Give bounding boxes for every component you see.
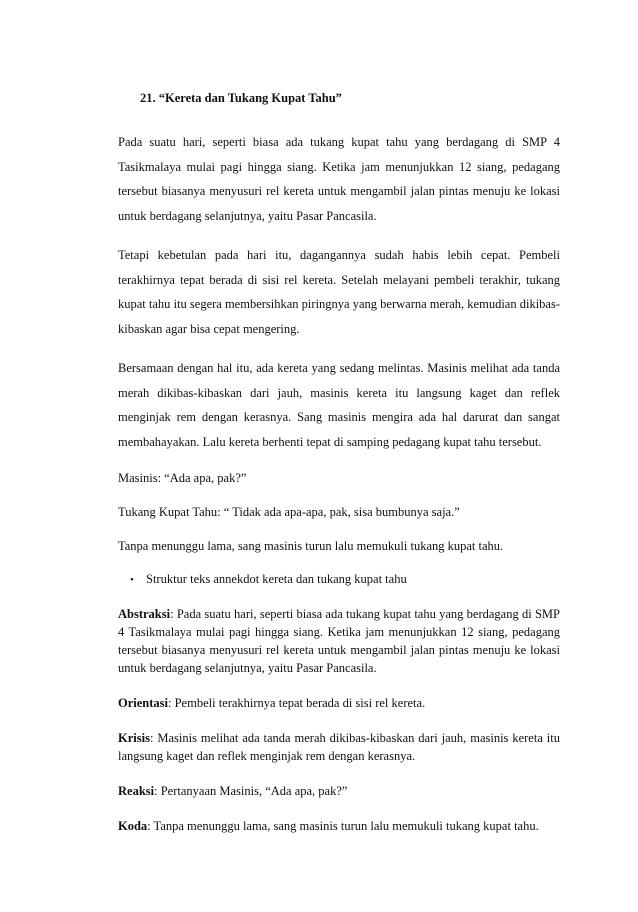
structure-label: Abstraksi — [118, 607, 171, 621]
structure-text: : Tanpa menunggu lama, sang masinis turun lalu memukuli tukang kupat tahu. — [147, 819, 539, 833]
dialogue-line: Tanpa menunggu lama, sang masinis turun lalu memukuli tukang kupat tahu. — [118, 539, 504, 553]
bullet-icon: • — [130, 574, 134, 586]
structure-label: Reaksi — [118, 784, 155, 798]
structure-text: : Masinis melihat ada tanda merah dikibas-kibaskan dari jauh, masinis kereta itu langsung kaget dan reflek menginjak rem dengan kerasnya. — [118, 731, 560, 763]
structure-reaksi — [118, 782, 560, 800]
structure-krisis — [118, 729, 560, 765]
structure-abstraksi — [118, 605, 560, 677]
bullet-text: Struktur teks annekdot kereta dan tukang kupat tahu — [146, 572, 407, 586]
structure-label: Koda — [118, 819, 148, 833]
structure-text: : Pada suatu hari, seperti biasa ada tukang kupat tahu yang berdagang di SMP 4 Tasikmalaya mulai pagi hingga siang. Ketika jam menunjukkan 12 siang, pedagang tersebut biasanya menyusuri rel kereta untuk mengambil jalan pintas menuju ke lokasi untuk berdagang selanjutnya, yaitu Pasar Pancasila. — [118, 607, 560, 675]
dialogue-line: Masinis: “Ada apa, pak?” — [118, 471, 247, 485]
structure-text: : Pembeli terakhirnya tepat berada di sisi rel kereta. — [168, 696, 426, 710]
story-paragraph: Tetapi kebetulan pada hari itu, dagangannya sudah habis lebih cepat. Pembeli terakhirnya tepat berada di sisi rel kereta. Setelah melayani pembeli terakhir, tukang kupat tahu itu segera membersihkan piringnya yang berwarna merah, kemudian dikibas-kibaskan agar bisa cepat mengering. — [118, 248, 560, 336]
structure-label: Orientasi — [118, 696, 168, 710]
structure-orientasi — [118, 694, 560, 712]
structure-label: Krisis — [118, 731, 150, 745]
document-page — [118, 90, 560, 852]
story-paragraph: Bersamaan dengan hal itu, ada kereta yang sedang melintas. Masinis melihat ada tanda merah dikibas-kibaskan dari jauh, masinis kereta itu langsung kaget dan reflek menginjak rem dengan kerasnya. Sang masinis mengira ada hal darurat dan sangat membahayakan. Lalu kereta berhenti tepat di samping pedagang kupat tahu tersebut. — [118, 361, 560, 449]
structure-koda — [118, 817, 560, 835]
story-paragraph: Pada suatu hari, seperti biasa ada tukang kupat tahu yang berdagang di SMP 4 Tasikmalaya mulai pagi hingga siang. Ketika jam menunjukkan 12 siang, pedagang tersebut biasanya menyusuri rel kereta untuk mengambil jalan pintas menuju ke lokasi untuk berdagang selanjutnya, yaitu Pasar Pancasila. — [118, 135, 560, 223]
dialogue-line: Tukang Kupat Tahu: “ Tidak ada apa-apa, pak, sisa bumbunya saja.” — [118, 505, 460, 519]
structure-text: : Pertanyaan Masinis, “Ada apa, pak?” — [154, 784, 348, 798]
bullet-item — [130, 571, 560, 588]
story-title: 21. “Kereta dan Tukang Kupat Tahu” — [140, 91, 342, 105]
